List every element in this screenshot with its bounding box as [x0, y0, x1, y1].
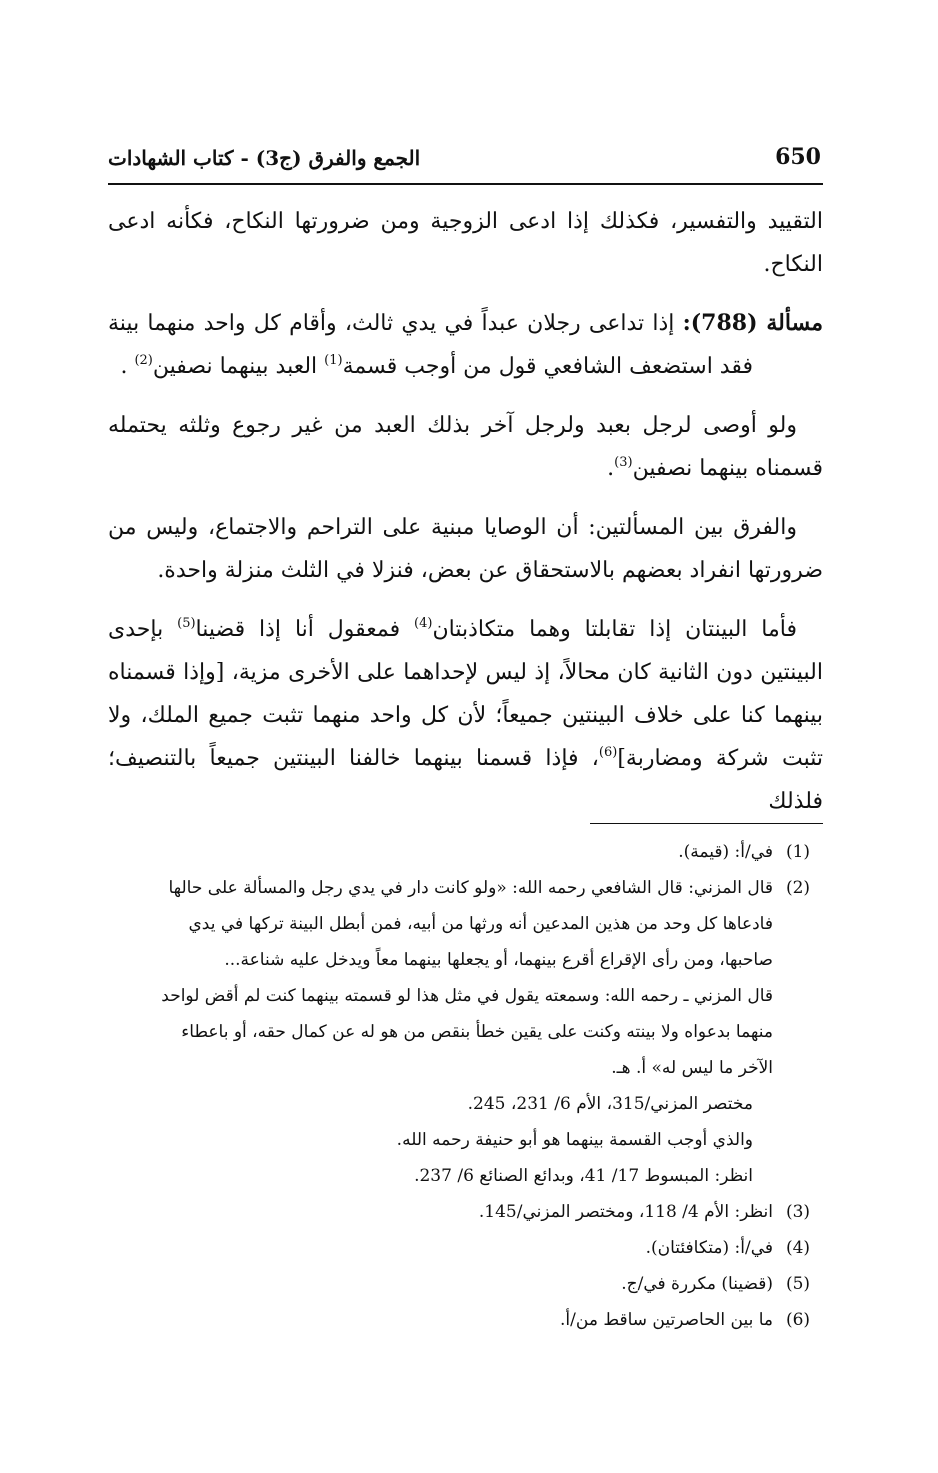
footnote-text: ما بين الحاصرتين ساقط من/أ. [560, 1310, 773, 1330]
page-header [108, 140, 823, 180]
footnote-reference-line: مختصر المزني/315، الأم 6/ 231، 245. [467, 1094, 753, 1114]
footnote-5 [108, 1266, 823, 1302]
footnote-ref-2[interactable]: (2) [134, 353, 153, 368]
masala-text-c: . [120, 354, 128, 379]
paragraph-5 [108, 608, 823, 823]
footnote-text: (قضينا) مكررة في/ج. [621, 1274, 773, 1294]
masala-text-b: العبد بينهما نصفين [152, 354, 318, 379]
footnote-ref-6[interactable]: (6) [598, 745, 618, 760]
footnote-reference-line: والذي أوجب القسمة بينهما هو أبو حنيفة رحمه الله. [396, 1130, 753, 1150]
p3-text-b: . [607, 456, 615, 481]
footnote-text: في/أ: (قيمة). [678, 842, 773, 862]
footnote-line: صاحبها، ومن رأى الإقراع أقرع بينهما، أو يجعلها بينهما معاً ويدخل عليه شناعة... [224, 950, 773, 970]
footnote-1 [108, 834, 823, 870]
footnote-line: منهما بدعواه ولا بينته وكنت على يقين خطأ بنقص من هو له عن كمال حقه، أو باعطاء [181, 1022, 773, 1042]
page-number: 650 [775, 144, 821, 170]
footnote-ref-1[interactable]: (1) [324, 353, 343, 368]
footnote-line: قال المزني ـ رحمه الله: وسمعته يقول في مثل هذا لو قسمته بينهما كنت لم أقض لواحد [161, 986, 773, 1006]
footnote-ref-3[interactable]: (3) [614, 455, 633, 470]
footnote-text [108, 870, 773, 1194]
footnote-line: قال المزني: قال الشافعي رحمه الله: «ولو كانت دار في يدي رجل والمسألة على حالها [168, 878, 773, 898]
footnote-text: في/أ: (متكافئتان). [645, 1238, 773, 1258]
footnote-number: (4) [785, 1238, 811, 1258]
p5-text-c: بإحدى البينتين دون الثانية كان محالاً، إذ ليس لإحداهما على الأخرى مزية، [وإذا قسمناه بينهما كنا على خلاف البينتين جميعاً؛ لأن كل واحد منهما تثبت جميع الملك، ولا تثبت شركة ومضاربة] [108, 617, 823, 771]
footnote-rule [590, 823, 823, 824]
footnote-number: (5) [785, 1274, 811, 1294]
footnote-line: فادعاها كل وحد من هذين المدعين أنه ورثها من أبيه، فمن أبطل البينة تركها في يدي [188, 914, 773, 934]
p5-text-d: ، فإذا قسمنا بينهما خالفنا البينتين جميعاً بالتنصيف؛ فلذلك [108, 746, 823, 814]
footnote-number: (2) [785, 878, 811, 898]
footnote-number: (1) [785, 842, 811, 862]
masala-text-a: إذا تداعى رجلان عبداً في يدي ثالث، وأقام كل واحد منهما بينة فقد استضعف الشافعي قول من أوجب قسمة [108, 311, 753, 379]
footnote-6 [108, 1302, 823, 1338]
header-rule [108, 183, 823, 185]
footnote-ref-4[interactable]: (4) [414, 616, 433, 631]
footnote-line: الآخر ما ليس له» أ. هـ. [611, 1058, 773, 1078]
footnote-2 [108, 870, 823, 1194]
paragraph-3 [108, 404, 823, 490]
footnote-text: انظر: الأم 4/ 118، ومختصر المزني/145. [478, 1202, 773, 1222]
masala-label: مسألة (788): [682, 310, 824, 336]
footnote-ref-5[interactable]: (5) [177, 616, 196, 631]
p5-text-a: فأما البينتان إذا تقابلتا وهما متكاذبتان [432, 617, 797, 642]
paragraph-4: والفرق بين المسألتين: أن الوصايا مبنية على التراحم والاجتماع، وليس من ضرورتها انفراد بعضهم بالاستحقاق عن بعض، فنزلا في الثلث منزلة واحدة. [108, 515, 823, 583]
footnote-number: (3) [785, 1202, 811, 1222]
footnote-4 [108, 1230, 823, 1266]
footnote-number: (6) [785, 1310, 811, 1330]
p5-text-b: فمعقول أنا إذا قضينا [195, 617, 401, 642]
main-text [108, 200, 823, 823]
footnote-3 [108, 1194, 823, 1230]
p3-text-a: ولو أوصى لرجل بعبد ولرجل آخر بذلك العبد من غير رجوع وثلثه يحتمله قسمناه بينهما نصفين [108, 413, 823, 481]
running-title: الجمع والفرق (ج3) - كتاب الشهادات [108, 146, 421, 170]
footnotes [108, 834, 823, 1338]
masala-paragraph [108, 302, 823, 388]
footnote-reference-line: انظر: المبسوط 17/ 41، وبدائع الصنائع 6/ 237. [414, 1166, 753, 1186]
paragraph-1: التقييد والتفسير، فكذلك إذا ادعى الزوجية ومن ضرورتها النكاح، فكأنه ادعى النكاح. [108, 209, 823, 277]
